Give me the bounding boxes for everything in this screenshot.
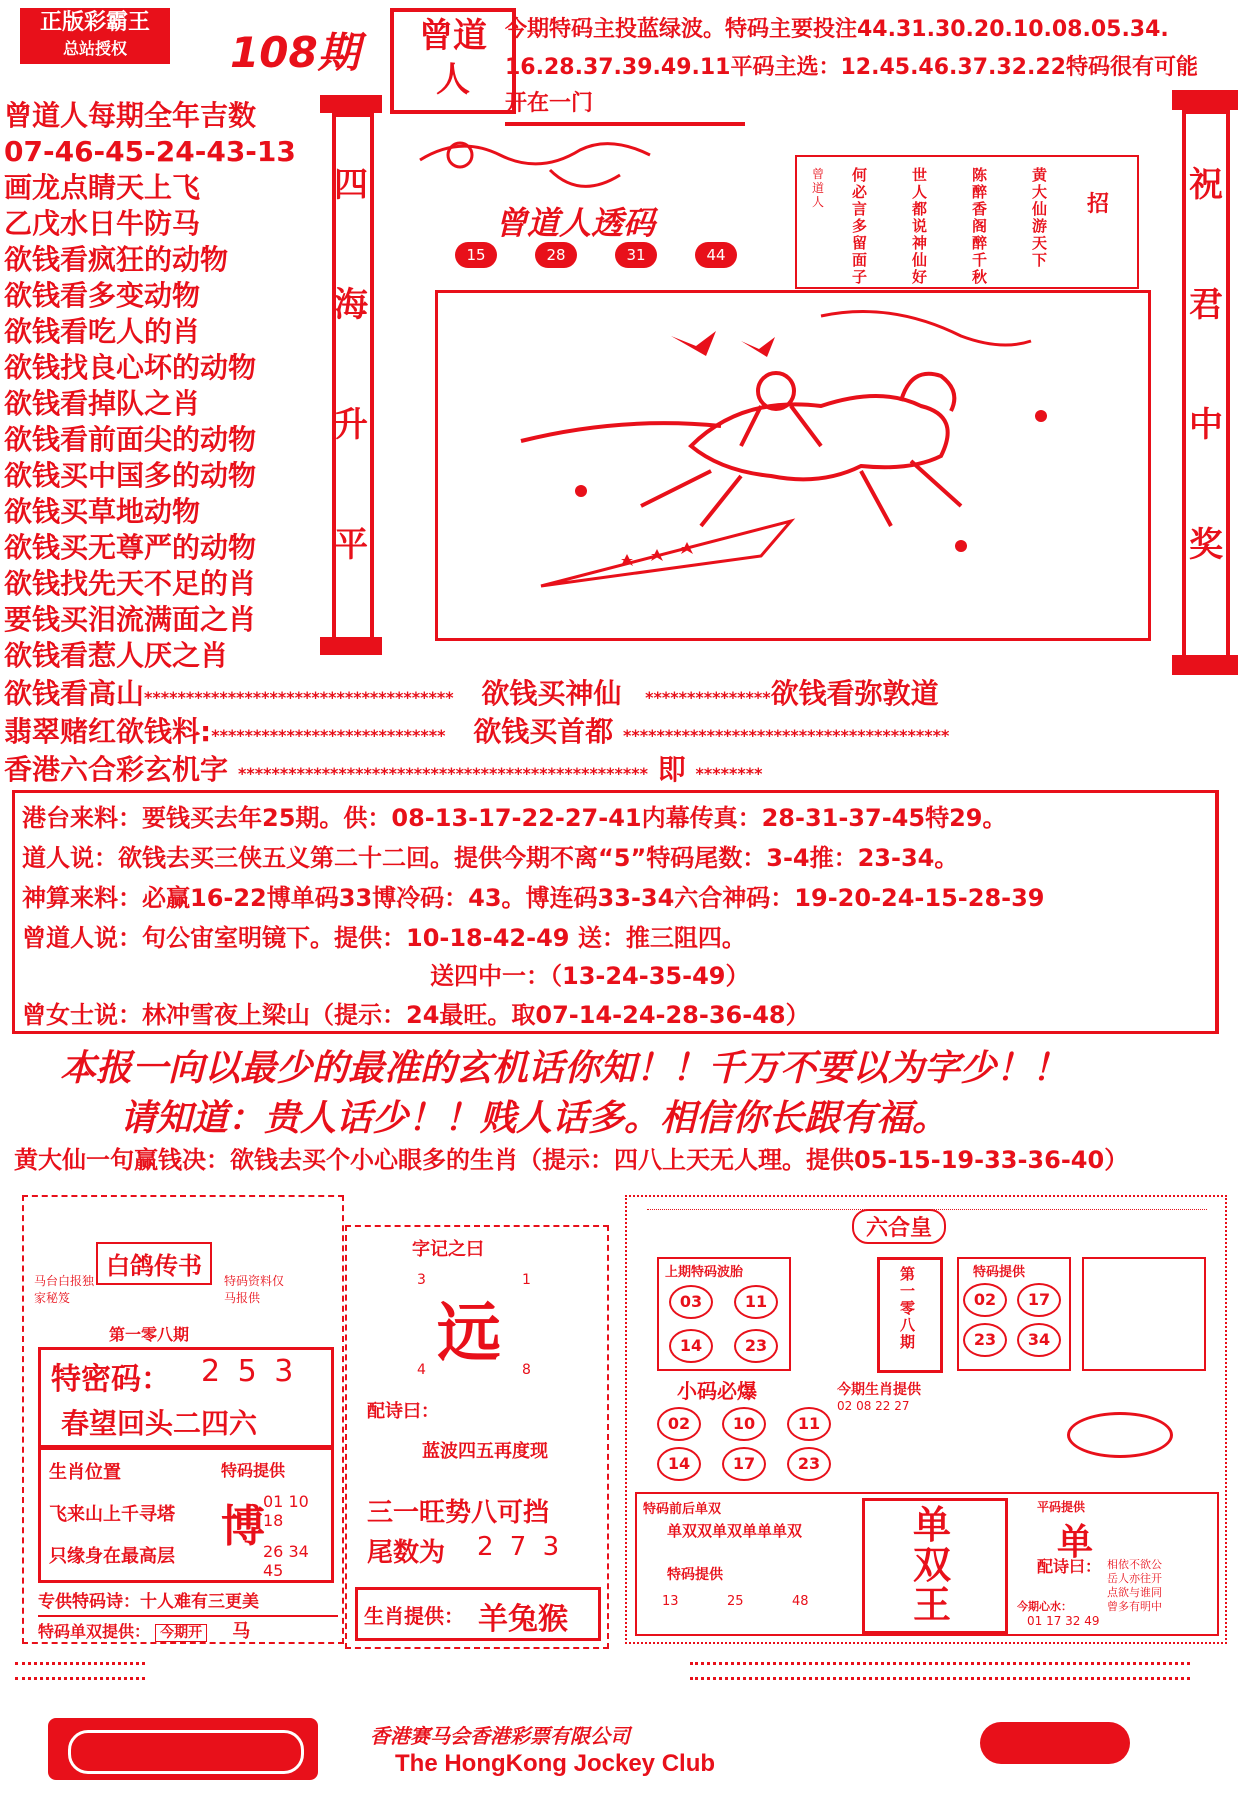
card-left-title: 白鸽传书: [96, 1242, 212, 1285]
small-num: 17: [722, 1447, 766, 1481]
scroll-right-char: 中: [1189, 405, 1223, 445]
list-item: 欲钱找先天不足的肖: [4, 567, 257, 600]
list-item: 07-46-45-24-43-13: [4, 135, 296, 168]
mid-slogan: 三一旺势八可挡: [367, 1498, 550, 1528]
pick-ball: 44: [695, 242, 737, 268]
right-poem-line: 曾多有明中: [1107, 1600, 1162, 1613]
poem-title: 招: [1087, 192, 1110, 217]
mid-n4: 8: [522, 1362, 531, 1378]
right-poem-side: [1082, 1257, 1206, 1371]
zodiac-line-1: 飞来山上千寻塔: [49, 1504, 175, 1525]
supply-num: 17: [1017, 1283, 1061, 1317]
right-poem-line: 岳人亦往开: [1107, 1572, 1162, 1585]
big-chars: 单双王: [912, 1503, 951, 1627]
poem-box: [795, 155, 1139, 289]
supply-num: 02: [963, 1283, 1007, 1317]
wave-num: 11: [734, 1285, 778, 1319]
special-code-nums: 2 5 3: [201, 1354, 298, 1389]
riddle-stars: *************************************: [144, 688, 454, 707]
mid-n3: 4: [417, 1362, 426, 1378]
sd-title: 特码前后单双: [643, 1502, 722, 1517]
small-num: 11: [787, 1407, 831, 1441]
scroll-left-char: 升: [334, 405, 368, 445]
header-main-text-2: 16.28.37.39.49.11平码主选：12.45.46.37.32.22特码很有可能: [505, 55, 1198, 80]
single-double-value: 今期开: [155, 1624, 207, 1642]
list-item: 欲钱买无尊严的动物: [4, 531, 257, 564]
pick-ball: 28: [535, 242, 577, 268]
list-item: 欲钱买中国多的动物: [4, 459, 257, 492]
mid-tail-nums: 2 7 3: [477, 1532, 564, 1562]
list-item: 欲钱看掉队之肖: [4, 387, 201, 420]
mid-tail-label: 尾数为: [367, 1538, 446, 1568]
riddle-label: 欲钱看高山: [4, 677, 145, 710]
riddle-label: 欲钱买首都: [473, 715, 614, 748]
riddle-line: [4, 714, 949, 753]
header-divider: [505, 122, 745, 126]
list-item: 欲钱看吃人的肖: [4, 315, 201, 348]
mid-n2: 1: [522, 1272, 531, 1288]
info-line: 曾女士说：林冲雪夜上梁山（提示：24最旺。取07-14-24-28-36-48）: [22, 1001, 810, 1029]
mid-char: 远: [437, 1296, 501, 1371]
info-line: 港台来料：要钱买去年25期。供：08-13-17-22-27-41内幕传真：28-31-37-45特29。: [22, 804, 1007, 832]
riddle-stars: *************************************************: [238, 764, 649, 783]
card-right: [625, 1195, 1227, 1644]
special-code-poem: 春望回头二四六: [61, 1407, 258, 1440]
supply-num: 34: [1017, 1323, 1061, 1357]
sd-supply: 特码提供: [667, 1567, 723, 1583]
riddle-stars: ****************************: [211, 726, 446, 745]
single-double-row: [38, 1615, 338, 1641]
poem-col: 曾道人: [812, 167, 825, 209]
last-wave-box: [657, 1257, 791, 1371]
right-title: 平码提供: [1037, 1500, 1086, 1514]
special-code-box: [38, 1347, 334, 1448]
small-num: 14: [657, 1447, 701, 1481]
riddle-label: 即: [657, 753, 686, 786]
riddle-stars: ***************: [645, 688, 771, 707]
deco-row-right: [690, 1662, 1190, 1680]
card-left-side-r: 特码资料仅马报供: [224, 1274, 285, 1305]
sd-text: 单双双单双单单单双: [667, 1522, 803, 1540]
special-supply-label: 特码提供: [221, 1461, 286, 1480]
picture-panel: [395, 130, 1165, 640]
list-item: 要钱买泪流满面之肖: [4, 603, 257, 636]
mid-zodiac-label: 生肖提供：: [364, 1604, 464, 1628]
logo-top: 正版彩霸王: [39, 10, 150, 35]
list-item: 欲钱看疯狂的动物: [4, 243, 229, 276]
list-item: 欲钱找良心坏的动物: [4, 351, 257, 384]
small-num: 10: [722, 1407, 766, 1441]
info-line: 曾道人说：句公宙室明镜下。提供：10-18-42-49 送：推三阻四。: [22, 924, 746, 952]
riddle-line: [4, 752, 762, 791]
footer-logo-left-pattern: [68, 1730, 304, 1774]
riddle-stars: ********: [695, 764, 763, 783]
mid-poem: 蓝波四五再度现: [422, 1441, 548, 1462]
scroll-right-rod-bottom: [1172, 655, 1238, 675]
small-num: 02: [657, 1407, 701, 1441]
supply-nums-1: 01 10 18: [263, 1492, 309, 1530]
footer-center-cn: 香港赛马会香港彩票有限公司: [370, 1724, 630, 1748]
card-left-side-l: 马台白报独家秘笈: [34, 1274, 95, 1305]
poem-col: 陈醉香阁醉千秋: [972, 166, 988, 286]
list-item: 欲钱看惹人厌之肖: [4, 639, 229, 672]
seal-bottom: 人: [436, 60, 470, 100]
logo-bottom: 总站授权: [62, 39, 127, 58]
scroll-left-rod-bottom: [320, 637, 382, 655]
emblem-icon: [1067, 1412, 1173, 1458]
mid-title-box: [877, 1257, 943, 1373]
small-num: 23: [787, 1447, 831, 1481]
special-code-label: 特密码：: [51, 1362, 171, 1397]
single-double-label: 特码单双提供：: [38, 1622, 151, 1641]
right-char: 单: [1057, 1522, 1094, 1563]
supply-nums-2: 26 34 45: [263, 1542, 309, 1580]
supply-num: 23: [963, 1323, 1007, 1357]
riddle-label: 欲钱买神仙: [481, 677, 622, 710]
riddle-stars: ***************************************: [623, 726, 950, 745]
mid-header: 字记之曰: [412, 1239, 484, 1260]
slogan-2: 请知道：贵人话少！！贱人话多。相信你长跟有福。: [120, 1097, 949, 1139]
today-nums: 01 17 32 49: [1027, 1614, 1100, 1628]
sd-num: 25: [727, 1594, 744, 1609]
footer-center-en: The HongKong Jockey Club: [395, 1750, 716, 1777]
right-poem-label: 配诗曰：: [1037, 1557, 1102, 1576]
mid-zodiac: 羊兔猴: [478, 1602, 568, 1637]
scroll-left-rod-top: [320, 95, 382, 113]
horse-rider-illustration-icon: [441, 296, 1141, 631]
exclusive-poem: 专供特码诗：十人难有三更美: [38, 1592, 259, 1612]
card-mid: [345, 1225, 609, 1649]
list-item: 乙戊水日牛防马: [4, 207, 201, 240]
wave-num: 14: [669, 1329, 713, 1363]
zodiac-line-2: 只缘身在最高层: [49, 1546, 175, 1567]
card-left: [22, 1195, 344, 1644]
mid-n1: 3: [417, 1272, 426, 1288]
scroll-right: [1172, 90, 1238, 675]
single-double-horse: 马: [232, 1621, 251, 1642]
poem-col: 世人都说神仙好: [912, 166, 928, 286]
seal: [390, 8, 516, 114]
right-mid-title: 第一零八期: [900, 1265, 916, 1351]
zodiac-box: [38, 1447, 334, 1583]
picture-title: 曾道人透码: [495, 204, 656, 242]
wave-num: 23: [734, 1329, 778, 1363]
list-item: 画龙点睛天上飞: [4, 171, 201, 204]
riddle-line: [4, 676, 939, 715]
list-item: 曾道人每期全年吉数: [4, 99, 257, 132]
small-nums-title: 小码必爆: [677, 1379, 757, 1403]
single-double-section: [635, 1492, 1219, 1636]
today-label: 今期心水：: [1017, 1600, 1072, 1613]
scroll-left: [320, 95, 382, 655]
scroll-right-char: 祝: [1189, 165, 1223, 205]
supply-box: [957, 1257, 1071, 1371]
extra-nums: 02 08 22 27: [837, 1399, 910, 1413]
header-main-text-3: 开在一门: [505, 91, 594, 116]
list-item: 欲钱看多变动物: [4, 279, 201, 312]
supply-label: 特码提供: [973, 1265, 1026, 1280]
last-wave-label: 上期特码波胎: [665, 1265, 744, 1280]
footer-logo-left: [48, 1718, 318, 1780]
footer-logo-right: [980, 1722, 1130, 1764]
card-left-issue: 第一零八期: [109, 1325, 190, 1344]
scroll-left-char: 平: [334, 525, 368, 565]
mid-zodiac-box: [355, 1587, 601, 1641]
issue-number: 108期: [230, 28, 360, 77]
seal-top: 曾道: [419, 16, 487, 56]
deco-row-left: [15, 1662, 145, 1680]
bo-char: 博: [221, 1501, 265, 1552]
right-poem-line: 相依不欲公: [1107, 1558, 1162, 1571]
mid-poem-label: 配诗曰：: [367, 1401, 439, 1422]
info-line: 送四中一：（13-24-35-49）: [430, 962, 750, 990]
sd-num: 13: [662, 1594, 679, 1609]
riddle-label: 香港六合彩玄机字: [4, 753, 229, 786]
scroll-left-char: 四: [334, 165, 368, 205]
header-main-text-1: 今期特码主投蓝绿波。特码主要投注44.31.30.20.10.08.05.34.: [505, 17, 1169, 42]
sd-num: 48: [792, 1594, 809, 1609]
wave-num: 03: [669, 1285, 713, 1319]
logo: [20, 8, 170, 64]
zodiac-label: 生肖位置: [49, 1462, 121, 1483]
riddle-label: 翡翠赌红欲钱料:: [4, 715, 212, 748]
painting-frame: [435, 290, 1151, 641]
list-item: 欲钱买草地动物: [4, 495, 201, 528]
right-poem-line: 点欲与谁同: [1107, 1586, 1162, 1599]
extra-label: 今期生肖提供: [837, 1382, 921, 1398]
pick-ball: 31: [615, 242, 657, 268]
poem-col: 黄大仙游天下: [1032, 166, 1048, 269]
pick-ball: 15: [455, 242, 497, 268]
big-chars-box: [862, 1498, 1008, 1634]
poem-col: 何必言多留面子: [852, 166, 868, 286]
scroll-right-rod-top: [1172, 90, 1238, 110]
slogan-1: 本报一向以最少的最准的玄机话你知！！千万不要以为字少！！: [60, 1047, 1069, 1089]
list-item: 欲钱看前面尖的动物: [4, 423, 257, 456]
scroll-right-char: 君: [1189, 285, 1223, 325]
info-line: 道人说：欲钱去买三侠五义第二十二回。提供今期不离“5”特码尾数：3-4推：23-34。: [22, 844, 959, 872]
scroll-right-char: 奖: [1189, 525, 1223, 565]
riddle-label: 欲钱看弥敦道: [770, 677, 939, 710]
scroll-left-char: 海: [334, 285, 368, 325]
info-line: 神算来料：必赢16-22博单码33博冷码：43。博连码33-34六合神码：19-20-24-15-28-39: [22, 884, 1045, 912]
right-header: 六合皇: [852, 1209, 946, 1244]
wong-tai-sin-line: 黄大仙一句赢钱决：欲钱去买个小心眼多的生肖（提示：四八上天无人理。提供05-15-19-33-36-40）: [14, 1146, 1129, 1174]
